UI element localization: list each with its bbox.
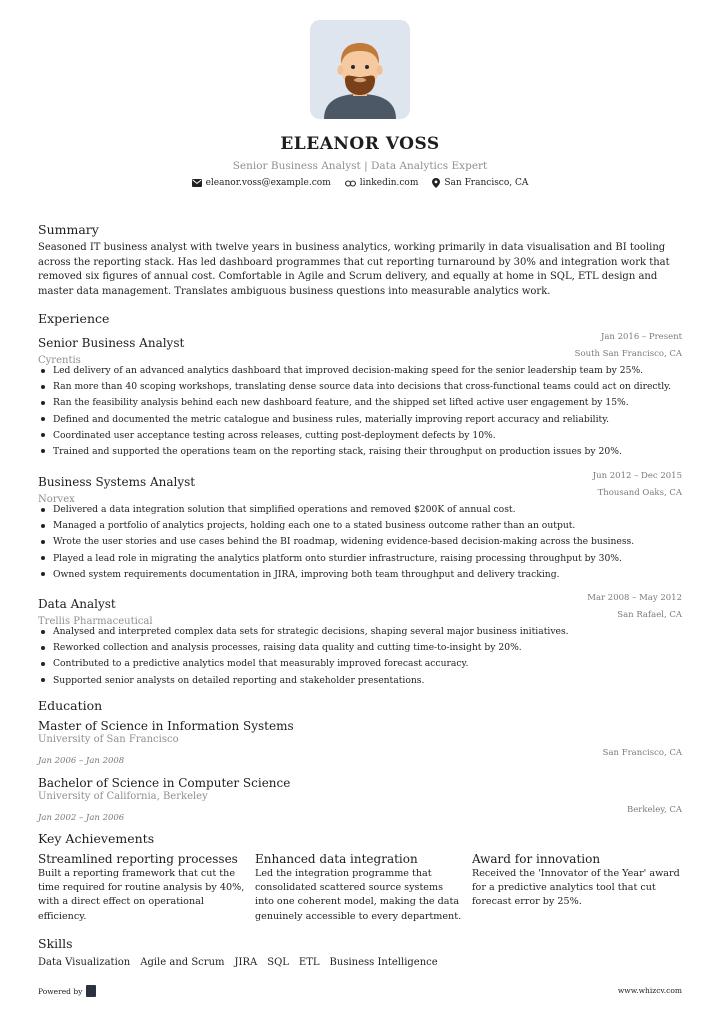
location-pin-icon (432, 178, 440, 188)
job-bullets (38, 502, 682, 583)
education-location: Berkeley, CA (627, 805, 682, 815)
avatar (310, 20, 410, 119)
job-bullet: Owned system requirements documentation in JIRA, improving both team throughput and delivery tracking. (38, 567, 682, 583)
envelope-icon (192, 179, 202, 187)
contact-email[interactable] (192, 178, 331, 188)
skill-item: JIRA (234, 957, 258, 968)
achievement-card (255, 852, 464, 924)
job-location: Thousand Oaks, CA (597, 488, 682, 498)
job-bullet: Defined and documented the metric catalogue and business rules, materially improving report accuracy and reliability. (38, 412, 682, 428)
education-school: University of California, Berkeley (38, 791, 208, 802)
job-bullets (38, 363, 682, 460)
achievement-description: Built a reporting framework that cut the time required for routine analysis by 40%, with a direct effect on operational efficiency. (38, 868, 245, 922)
link-icon (345, 180, 356, 187)
footer-site-link[interactable]: www.whizcv.com (617, 986, 682, 995)
achievement-title: Streamlined reporting processes (38, 852, 238, 866)
achievement-title: Award for innovation (472, 852, 601, 866)
skills-heading: Skills (38, 936, 73, 951)
education-entry (38, 776, 682, 823)
summary-text: Seasoned IT business analyst with twelve years in business analytics, working primarily in data visualisation and BI tooling across the reporting stack. Has led dashboard programmes that cut reporting turnaround by 30% and integration work that removed six figures of annual cost. Comfortable in Agile and Scrum delivery, and equally at home in SQL, ETL design and master data management. Translates ambiguous business questions into measurable analytics work. (38, 242, 670, 297)
skill-item: Business Intelligence (329, 957, 438, 968)
achievement-card (38, 852, 247, 924)
job-bullet: Ran the feasibility analysis behind each new dashboard feature, and the shipped set lifted active user engagement by 15%. (38, 395, 682, 411)
contact-email-text: eleanor.voss@example.com (205, 178, 331, 188)
candidate-headline: Senior Business Analyst | Data Analytics Expert (232, 160, 488, 172)
education-location: San Francisco, CA (602, 748, 682, 758)
job-bullet: Led delivery of an advanced analytics dashboard that improved decision-making speed for the senior leadership team by 25%. (38, 363, 682, 379)
powered-by[interactable] (38, 985, 96, 997)
job-title: Business Systems Analyst (38, 475, 196, 489)
brand-logo-icon (86, 985, 96, 997)
powered-by-text: Powered by (38, 986, 83, 996)
achievement-card (472, 852, 681, 924)
education-entry (38, 719, 682, 766)
contact-bar (38, 178, 682, 188)
job-bullet: Wrote the user stories and use cases behind the BI roadmap, widening evidence-based decision-making across the business. (38, 534, 682, 550)
education-dates: Jan 2002 – Jan 2006 (38, 813, 125, 823)
achievement-title: Enhanced data integration (255, 852, 418, 866)
job-bullet: Ran more than 40 scoping workshops, translating dense source data into decisions that cross-functional teams could act on directly. (38, 379, 682, 395)
job-bullets (38, 624, 682, 689)
contact-location (432, 178, 528, 188)
job-entry (38, 593, 682, 689)
education-school: University of San Francisco (38, 734, 179, 745)
skill-item: Data Visualization (38, 957, 131, 968)
skills-list (38, 957, 438, 968)
job-location: San Rafael, CA (617, 610, 682, 620)
experience-heading: Experience (38, 311, 110, 326)
achievements-grid (38, 852, 682, 924)
education-degree: Master of Science in Information Systems (38, 719, 294, 733)
job-bullet: Contributed to a predictive analytics model that measurably improved forecast accuracy. (38, 656, 682, 672)
contact-linkedin[interactable] (345, 178, 419, 188)
job-dates: Jun 2012 – Dec 2015 (592, 471, 682, 481)
avatar-illustration (310, 20, 410, 119)
job-company: Trellis Pharmaceutical (38, 616, 153, 627)
contact-location-text: San Francisco, CA (444, 178, 529, 188)
job-dates: Mar 2008 – May 2012 (587, 593, 682, 603)
job-bullet: Analysed and interpreted complex data sets for strategic decisions, shaping several major business initiatives. (38, 624, 682, 640)
job-location: South San Francisco, CA (574, 349, 682, 359)
job-bullet: Coordinated user acceptance testing across releases, cutting post-deployment defects by 10%. (38, 428, 682, 444)
skill-item: Agile and Scrum (140, 957, 225, 968)
education-degree: Bachelor of Science in Computer Science (38, 776, 291, 790)
achievements-heading: Key Achievements (38, 831, 155, 846)
job-entry (38, 332, 682, 460)
achievement-description: Led the integration programme that consolidated scattered source systems into one coherent model, making the data genuinely accessible to every department. (255, 868, 462, 922)
education-heading: Education (38, 698, 103, 713)
candidate-name: ELEANOR VOSS (280, 134, 440, 154)
job-bullet: Reworked collection and analysis processes, raising data quality and cutting time-to-insight by 20%. (38, 640, 682, 656)
job-bullet: Managed a portfolio of analytics projects, holding each one to a stated business outcome rather than an output. (38, 518, 682, 534)
education-dates: Jan 2006 – Jan 2008 (38, 756, 125, 766)
summary-heading: Summary (38, 222, 99, 237)
job-title: Senior Business Analyst (38, 336, 185, 350)
skill-item: SQL (267, 957, 289, 968)
job-entry (38, 471, 682, 583)
achievement-description: Received the 'Innovator of the Year' award for a predictive analytics tool that cut forecast error by 25%. (472, 868, 680, 908)
job-company: Cyrentis (38, 355, 81, 366)
job-company: Norvex (38, 494, 75, 505)
job-dates: Jan 2016 – Present (600, 332, 682, 342)
skill-item: ETL (298, 957, 320, 968)
job-bullet: Played a lead role in migrating the analytics platform onto sturdier infrastructure, raising processing throughput by 30%. (38, 551, 682, 567)
job-bullet: Supported senior analysts on detailed reporting and stakeholder presentations. (38, 673, 682, 689)
contact-linkedin-text: linkedin.com (359, 178, 419, 188)
job-bullet: Trained and supported the operations team on the reporting stack, raising their throughput on production issues by 20%. (38, 444, 682, 460)
job-bullet: Delivered a data integration solution that simplified operations and removed $200K of annual cost. (38, 502, 682, 518)
job-title: Data Analyst (38, 597, 116, 611)
